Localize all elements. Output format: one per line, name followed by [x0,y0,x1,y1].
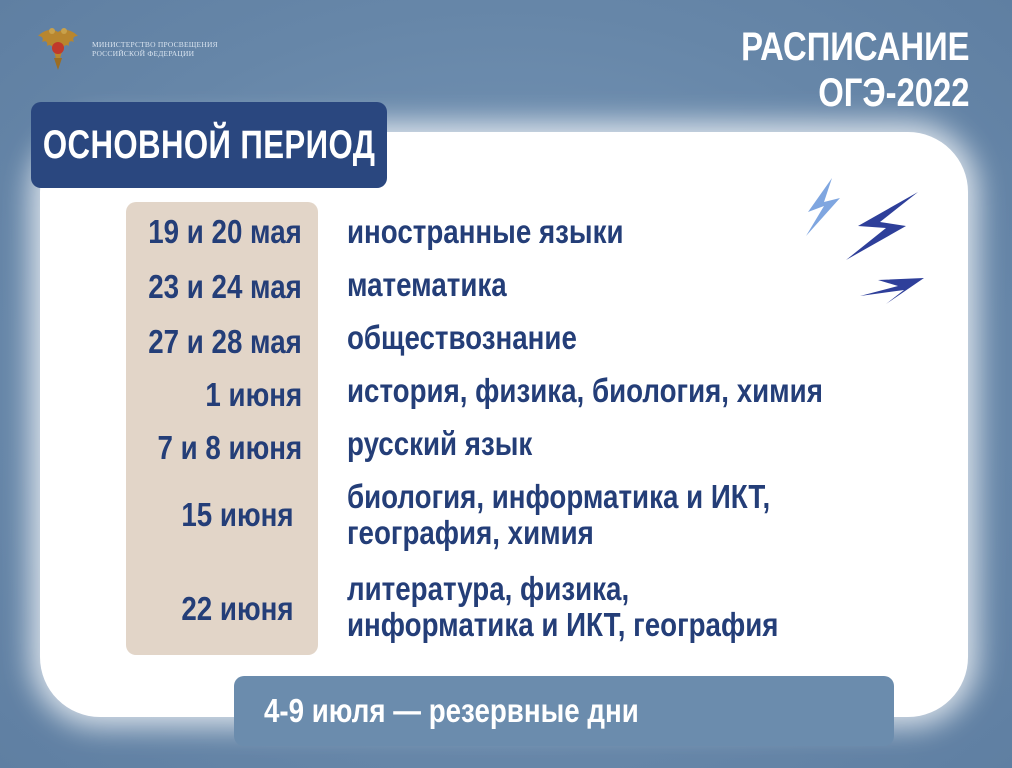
ministry-name-line1: МИНИСТЕРСТВО ПРОСВЕЩЕНИЯ [92,40,218,49]
title-line2: ОГЭ-2022 [818,71,970,115]
lightning-bolt-icon [860,278,924,304]
schedule-date: 19 и 20 мая [148,213,302,250]
lightning-bolt-icon [846,192,918,260]
schedule-subject: иностранные языки [347,213,624,250]
schedule-subject: русский язык [347,425,533,462]
coat-of-arms-icon [32,26,84,72]
schedule-subject: математика [347,266,507,303]
schedule-subject: информатика и ИКТ, география [347,606,779,643]
schedule-subject: обществознание [347,319,577,356]
reserve-days-label: 4-9 июля — резервные дни [264,692,639,729]
schedule-date: 1 июня [205,376,302,413]
lightning-bolt-icon [806,178,840,236]
schedule-date: 22 июня [181,590,294,627]
title-line1: РАСПИСАНИЕ [741,25,970,69]
period-label: ОСНОВНОЙ ПЕРИОД [42,122,376,167]
schedule-subject: литература, физика, [347,570,630,607]
reserve-days-banner [234,676,894,746]
ministry-logo [32,26,218,72]
period-badge [31,102,387,188]
schedule-subject: биология, информатика и ИКТ, [347,478,771,515]
schedule-date: 7 и 8 июня [157,429,302,466]
ministry-name-line2: РОССИЙСКОЙ ФЕДЕРАЦИИ [92,49,195,58]
schedule-date: 15 июня [181,496,294,533]
ministry-name [92,40,218,58]
page-title [742,24,970,116]
schedule-subject: география, химия [347,514,594,551]
lightning-bolts [800,170,940,320]
schedule-date: 23 и 24 мая [148,268,302,305]
schedule-subject: история, физика, биология, химия [347,372,823,409]
schedule-date: 27 и 28 мая [148,323,302,360]
